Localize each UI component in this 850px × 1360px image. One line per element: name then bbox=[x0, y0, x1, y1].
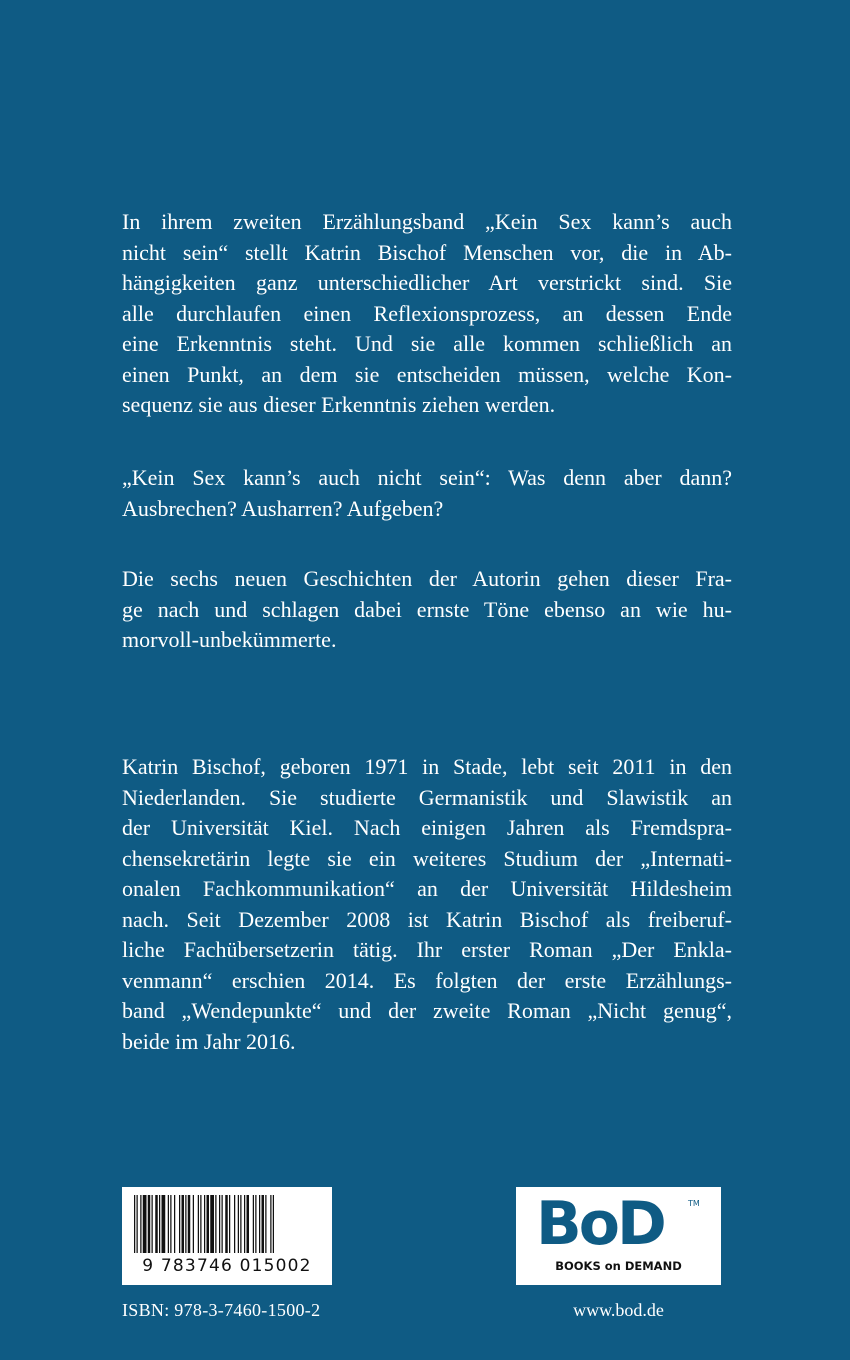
text-line: morvoll-unbekümmerte. bbox=[122, 627, 337, 652]
text-line: liche Fachübersetzerin tätig. Ihr erster Roman „Der Enkla- bbox=[122, 937, 732, 962]
text-line: alle durchlaufen einen Reflexionsprozess, an dessen Ende bbox=[122, 300, 732, 326]
publisher-logo-box bbox=[516, 1187, 721, 1285]
text-line: Katrin Bischof, geboren 1971 in Stade, lebt seit 2011 in den bbox=[122, 754, 732, 779]
author-bio bbox=[122, 752, 732, 1057]
text-line: chensekretärin legte sie ein weiteres Studium der „Internati- bbox=[122, 845, 732, 871]
text-line: eine Erkenntnis steht. Und sie alle kommen schließlich an bbox=[122, 331, 732, 356]
bod-logo: BoD bbox=[536, 1189, 664, 1259]
text-line: sequenz sie aus dieser Erkenntnis ziehen werden. bbox=[122, 392, 556, 417]
text-line: venmann“ erschien 2014. Es folgten der erste Erzählungs- bbox=[122, 967, 732, 993]
blurb-paragraph-3 bbox=[122, 564, 732, 656]
publisher-website: www.bod.de bbox=[573, 1300, 664, 1320]
text-line: onalen Fachkommunikation“ an der Universität Hildesheim bbox=[122, 876, 732, 901]
trademark-mark: TM bbox=[688, 1199, 700, 1208]
text-line: hängigkeiten ganz unterschiedlicher Art verstrickt sind. Sie bbox=[122, 270, 732, 295]
text-line: Die sechs neuen Geschichten der Autorin gehen dieser Fra- bbox=[122, 566, 732, 591]
text-line: Ausbrechen? Ausharren? Aufgeben? bbox=[122, 495, 444, 521]
text-line: der Universität Kiel. Nach einigen Jahren als Fremdspra- bbox=[122, 815, 732, 840]
blurb-paragraph-2 bbox=[122, 463, 732, 524]
text-line: Niederlanden. Sie studierte Germanistik und Slawistik an bbox=[122, 784, 732, 810]
barcode-digits: 9 783746 015002 bbox=[142, 1256, 312, 1276]
blurb-paragraph-1 bbox=[122, 207, 732, 421]
text-line: ge nach und schlagen dabei ernste Töne ebenso an wie hu- bbox=[122, 596, 732, 622]
text-line: einen Punkt, an dem sie entscheiden müssen, welche Kon- bbox=[122, 361, 732, 387]
text-line: „Kein Sex kann’s auch nicht sein“: Was denn aber dann? bbox=[122, 465, 732, 490]
barcode-bars-icon bbox=[122, 1187, 332, 1257]
text-line: In ihrem zweiten Erzählungsband „Kein Sex kann’s auch bbox=[122, 209, 732, 234]
text-line: nach. Seit Dezember 2008 ist Katrin Bischof als freiberuf- bbox=[122, 906, 732, 932]
publisher-tagline: BOOKS on DEMAND bbox=[555, 1259, 682, 1273]
text-line: band „Wendepunkte“ und der zweite Roman „Nicht genug“, bbox=[122, 998, 732, 1023]
text-line: nicht sein“ stellt Katrin Bischof Menschen vor, die in Ab- bbox=[122, 239, 732, 265]
barcode bbox=[122, 1187, 332, 1285]
isbn-number: ISBN: 978-3-7460-1500-2 bbox=[122, 1300, 321, 1320]
text-line: beide im Jahr 2016. bbox=[122, 1028, 296, 1054]
